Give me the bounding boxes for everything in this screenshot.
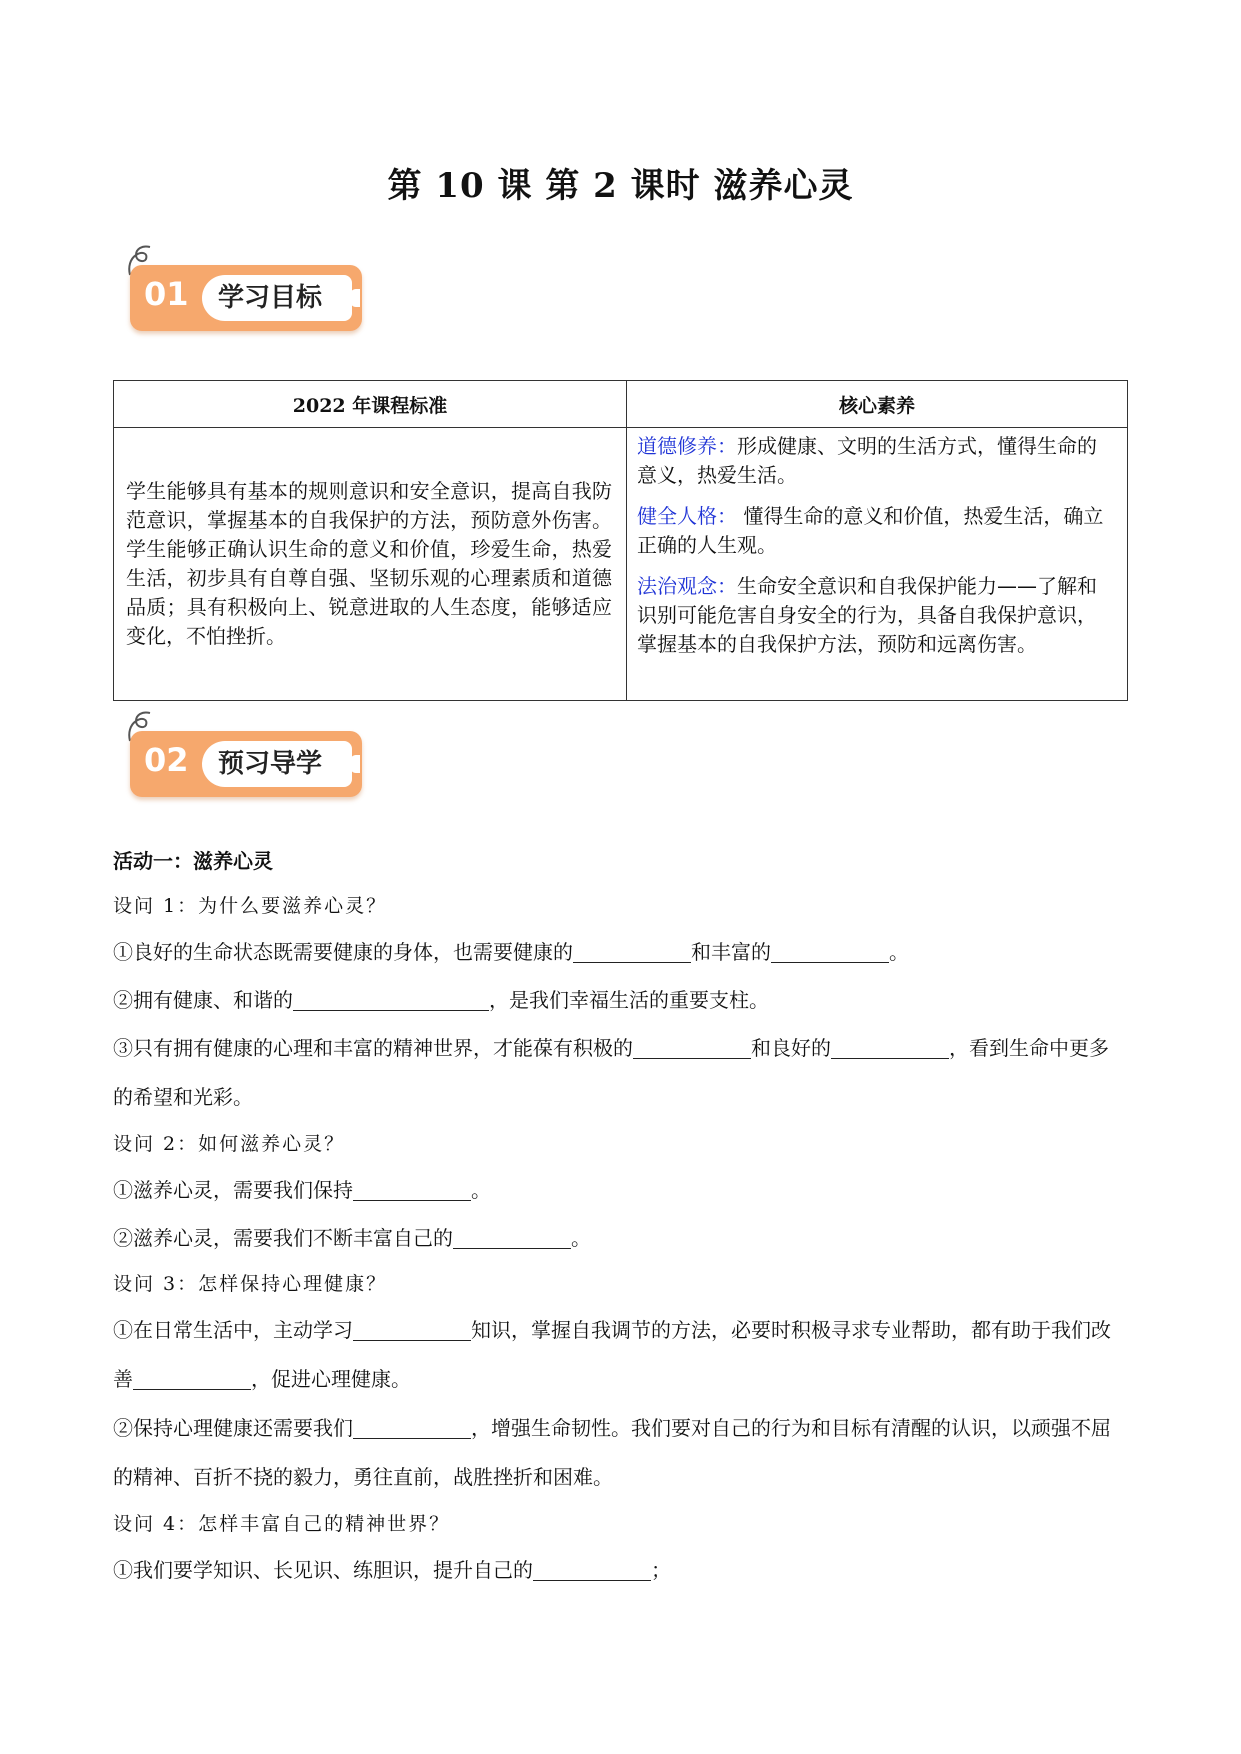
competency-item xyxy=(637,572,1115,659)
lesson-title: 第 10 课 第 2 课时 滋养心灵 xyxy=(387,166,854,206)
badge-pill xyxy=(130,265,362,331)
section-label: 学习目标 xyxy=(202,275,352,321)
competency-text: 懂得生命的意义和价值，热爱生活，确立正确的人生观。 xyxy=(637,504,1104,557)
fill-line: ②滋养心灵，需要我们不断丰富自己的 。 xyxy=(113,1226,591,1250)
standard-text: 学生能够具有基本的规则意识和安全意识，提高自我防范意识，掌握基本的自我保护的方法，预防意外伤害。学生能够正确认识生命的意义和价值，珍爱生命，热爱生活，初步具有自尊自强、坚韧乐观的心理素质和道德品质；具有积极向上、锐意进取的人生态度，能够适应变化，不怕挫折。 xyxy=(114,428,627,701)
fill-line: ①在日常生活中，主动学习 知识，掌握自我调节的方法，必要时积极寻求专业帮助，都有助于我们改善 ，促进心理健康。 xyxy=(113,1318,1111,1391)
fill-line: ①我们要学知识、长见识、练胆识，提升自己的 ； xyxy=(113,1558,671,1582)
fill-line: ①良好的生命状态既需要健康的身体，也需要健康的 和丰富的 。 xyxy=(113,940,909,964)
fill-line: ①滋养心灵，需要我们保持 。 xyxy=(113,1178,491,1202)
question-title: 设问 3：怎样保持心理健康？ xyxy=(113,1273,388,1295)
question-title: 设问 4：怎样丰富自己的精神世界？ xyxy=(113,1513,451,1535)
badge-pill xyxy=(130,731,362,797)
answer-blank[interactable] xyxy=(353,1318,471,1341)
answer-blank[interactable] xyxy=(771,940,889,963)
fill-line: ②保持心理健康还需要我们 ，增强生命韧性。我们要对自己的行为和目标有清醒的认识，以顽强不屈的精神、百折不挠的毅力，勇往直前，战胜挫折和困难。 xyxy=(113,1416,1111,1489)
answer-blank[interactable] xyxy=(831,1036,949,1059)
section-badge-objectives xyxy=(120,243,370,323)
fill-line: ③只有拥有健康的心理和丰富的精神世界，才能葆有积极的 和良好的 ，看到生命中更多的希望和光彩。 xyxy=(113,1036,1109,1109)
standards-table xyxy=(113,380,1128,701)
question-title: 设问 1：为什么要滋养心灵？ xyxy=(113,895,388,917)
answer-blank[interactable] xyxy=(453,1226,571,1249)
competency-name: 道德修养： xyxy=(637,434,737,458)
question-title: 设问 2：如何滋养心灵？ xyxy=(113,1133,346,1155)
section-label: 预习导学 xyxy=(202,741,352,787)
competency-name: 法治观念： xyxy=(637,574,737,598)
competency-text: 生命安全意识和自我保护能力——了解和识别可能危害自身安全的行为，具备自我保护意识，掌握基本的自我保护方法，预防和远离伤害。 xyxy=(637,574,1097,656)
answer-blank[interactable] xyxy=(353,1416,471,1439)
table-header-standard: 2022 年课程标准 xyxy=(114,381,627,428)
section-number: 02 xyxy=(144,741,189,779)
answer-blank[interactable] xyxy=(633,1036,751,1059)
answer-blank[interactable] xyxy=(353,1178,471,1201)
answer-blank[interactable] xyxy=(533,1558,651,1581)
activity-title: 活动一：滋养心灵 xyxy=(113,849,273,873)
competency-list xyxy=(627,428,1128,701)
competency-item xyxy=(637,502,1115,560)
competency-item xyxy=(637,432,1115,490)
competency-text: 形成健康、文明的生活方式，懂得生命的意义，热爱生活。 xyxy=(637,434,1097,487)
worksheet-content xyxy=(113,838,1128,1594)
answer-blank[interactable] xyxy=(133,1367,251,1390)
answer-blank[interactable] xyxy=(293,988,489,1011)
competency-name: 健全人格： xyxy=(637,504,737,528)
answer-blank[interactable] xyxy=(573,940,691,963)
fill-line: ②拥有健康、和谐的 ，是我们幸福生活的重要支柱。 xyxy=(113,988,769,1012)
section-number: 01 xyxy=(144,275,189,313)
section-badge-preview xyxy=(120,709,370,789)
table-header-competency: 核心素养 xyxy=(627,381,1128,428)
